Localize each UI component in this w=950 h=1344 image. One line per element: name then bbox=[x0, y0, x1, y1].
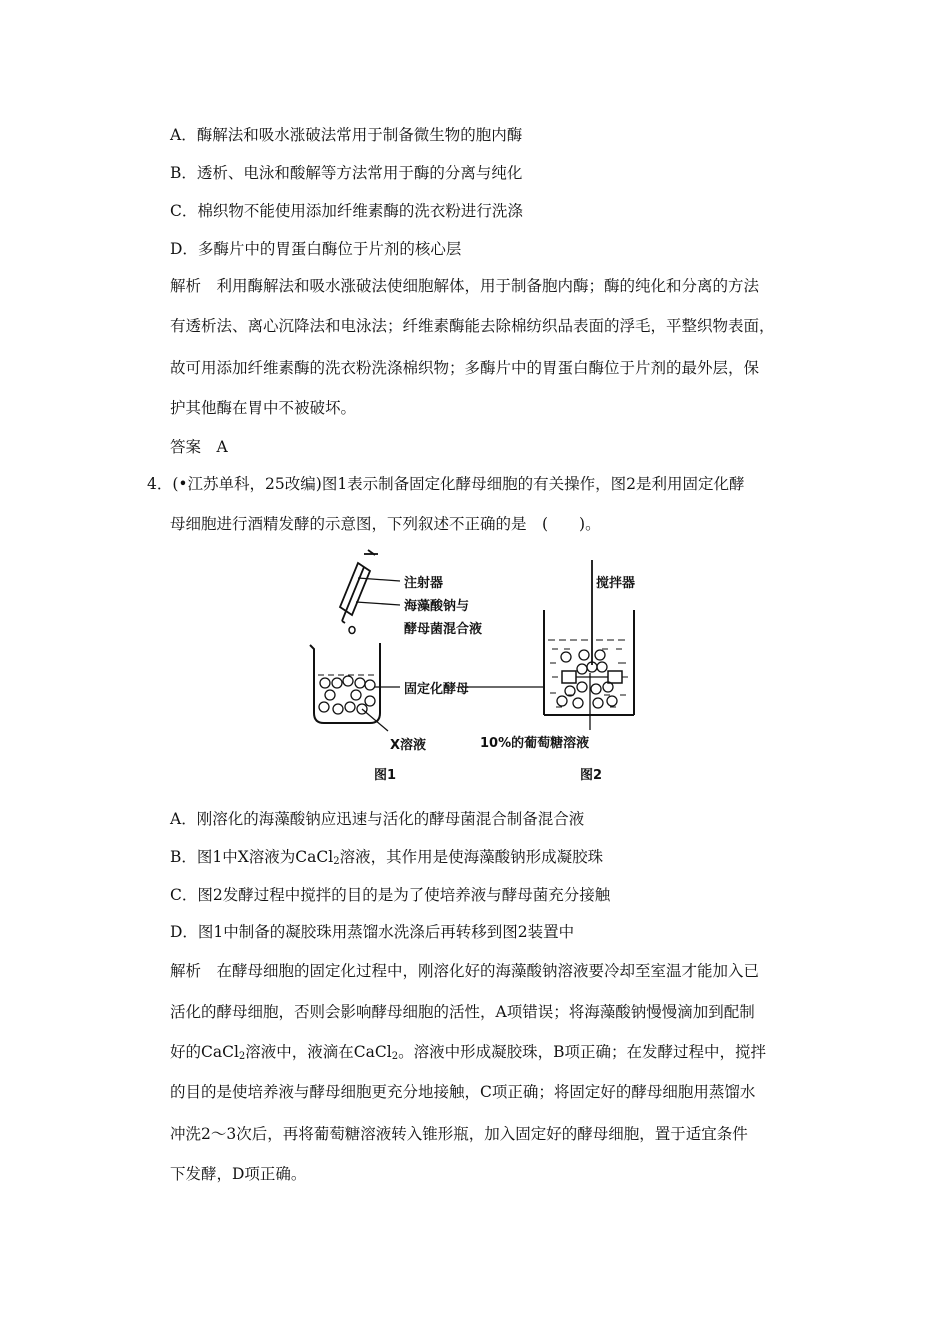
q4-option-c: C．图2发酵过程中搅拌的目的是为了使培养液与酵母菌充分接触 bbox=[170, 886, 611, 904]
q4-analysis-line-2: 活化的酵母细胞，否则会影响酵母细胞的活性，A项错误；将海藻酸钠慢慢滴加到配制 bbox=[170, 1003, 755, 1021]
q4-analysis-line-5: 冲洗2～3次后，再将葡萄糖溶液转入锥形瓶，加入固定好的酵母细胞，置于适宜条件 bbox=[170, 1125, 748, 1143]
prev-analysis-line-2: 有透析法、离心沉降法和电泳法；纤维素酶能去除棉纺织品表面的浮毛，平整织物表面， bbox=[170, 317, 775, 335]
q4-analysis-line-4: 的目的是使培养液与酵母细胞更充分地接触，C项正确；将固定好的酵母细胞用蒸馏水 bbox=[170, 1083, 756, 1101]
stirrer-paddle-left bbox=[562, 671, 576, 683]
label-mixture-1: 海藻酸钠与 bbox=[404, 599, 470, 614]
q4-option-d: D．图1中制备的凝胶珠用蒸馏水洗涤后再转移到图2装置中 bbox=[170, 923, 575, 941]
prev-answer: 答案 A bbox=[170, 438, 228, 456]
q4-analysis-line-3: 好的CaCl$_2$溶液中，液滴在CaCl$_2$。溶液中形成凝胶珠，B项正确；在发酵过程中，搅拌 bbox=[170, 1043, 766, 1062]
prev-analysis-line-4: 护其他酶在胃中不被破坏。 bbox=[170, 399, 357, 417]
prev-analysis-line-3: 故可用添加纤维素酶的洗衣粉洗涤棉织物；多酶片中的胃蛋白酶位于片剂的最外层，保 bbox=[170, 359, 760, 377]
syringe-illustration bbox=[340, 550, 378, 623]
label-fig1: 图1 bbox=[374, 768, 397, 783]
prev-analysis-line-1: 解析 利用酶解法和吸水涨破法使细胞解体，用于制备胞内酶；酶的纯化和分离的方法 bbox=[170, 277, 760, 295]
q4-option-a: A．刚溶化的海藻酸钠应迅速与活化的酵母菌混合制备混合液 bbox=[170, 810, 585, 828]
q4-analysis-line-1: 解析 在酵母细胞的固定化过程中，刚溶化好的海藻酸钠溶液要冷却至室温才能加入已 bbox=[170, 962, 760, 980]
label-glucose-solution: 10%的葡萄糖溶液 bbox=[480, 736, 590, 751]
prev-option-c: C．棉织物不能使用添加纤维素酶的洗衣粉进行洗涤 bbox=[170, 202, 523, 220]
label-x-solution: X溶液 bbox=[390, 738, 427, 753]
label-stirrer: 搅拌器 bbox=[596, 576, 636, 591]
gel-beads-1 bbox=[319, 676, 375, 714]
question-4-stem-line-1: 4．(•江苏单科，25改编)图1表示制备固定化酵母细胞的有关操作，图2是利用固定化酵 bbox=[147, 475, 745, 493]
prev-option-b: B．透析、电泳和酸解等方法常用于酶的分离与纯化 bbox=[170, 164, 523, 182]
droplet bbox=[349, 627, 355, 634]
experiment-figure bbox=[300, 545, 660, 795]
question-4-stem-line-2: 母细胞进行酒精发酵的示意图，下列叙述不正确的是 ( )。 bbox=[170, 515, 601, 533]
prev-option-d: D．多酶片中的胃蛋白酶位于片剂的核心层 bbox=[170, 240, 462, 258]
prev-option-a: A．酶解法和吸水涨破法常用于制备微生物的胞内酶 bbox=[170, 126, 523, 144]
q4-option-b: B．图1中X溶液为CaCl$_2$溶液，其作用是使海藻酸钠形成凝胶珠 bbox=[170, 848, 604, 867]
q4-analysis-line-6: 下发酵，D项正确。 bbox=[170, 1165, 307, 1183]
label-immobilized-yeast: 固定化酵母 bbox=[404, 682, 470, 697]
label-fig2: 图2 bbox=[580, 768, 603, 783]
stirrer-paddle-right bbox=[608, 671, 622, 683]
label-mixture-2: 酵母菌混合液 bbox=[404, 622, 483, 637]
label-syringe: 注射器 bbox=[404, 576, 444, 591]
